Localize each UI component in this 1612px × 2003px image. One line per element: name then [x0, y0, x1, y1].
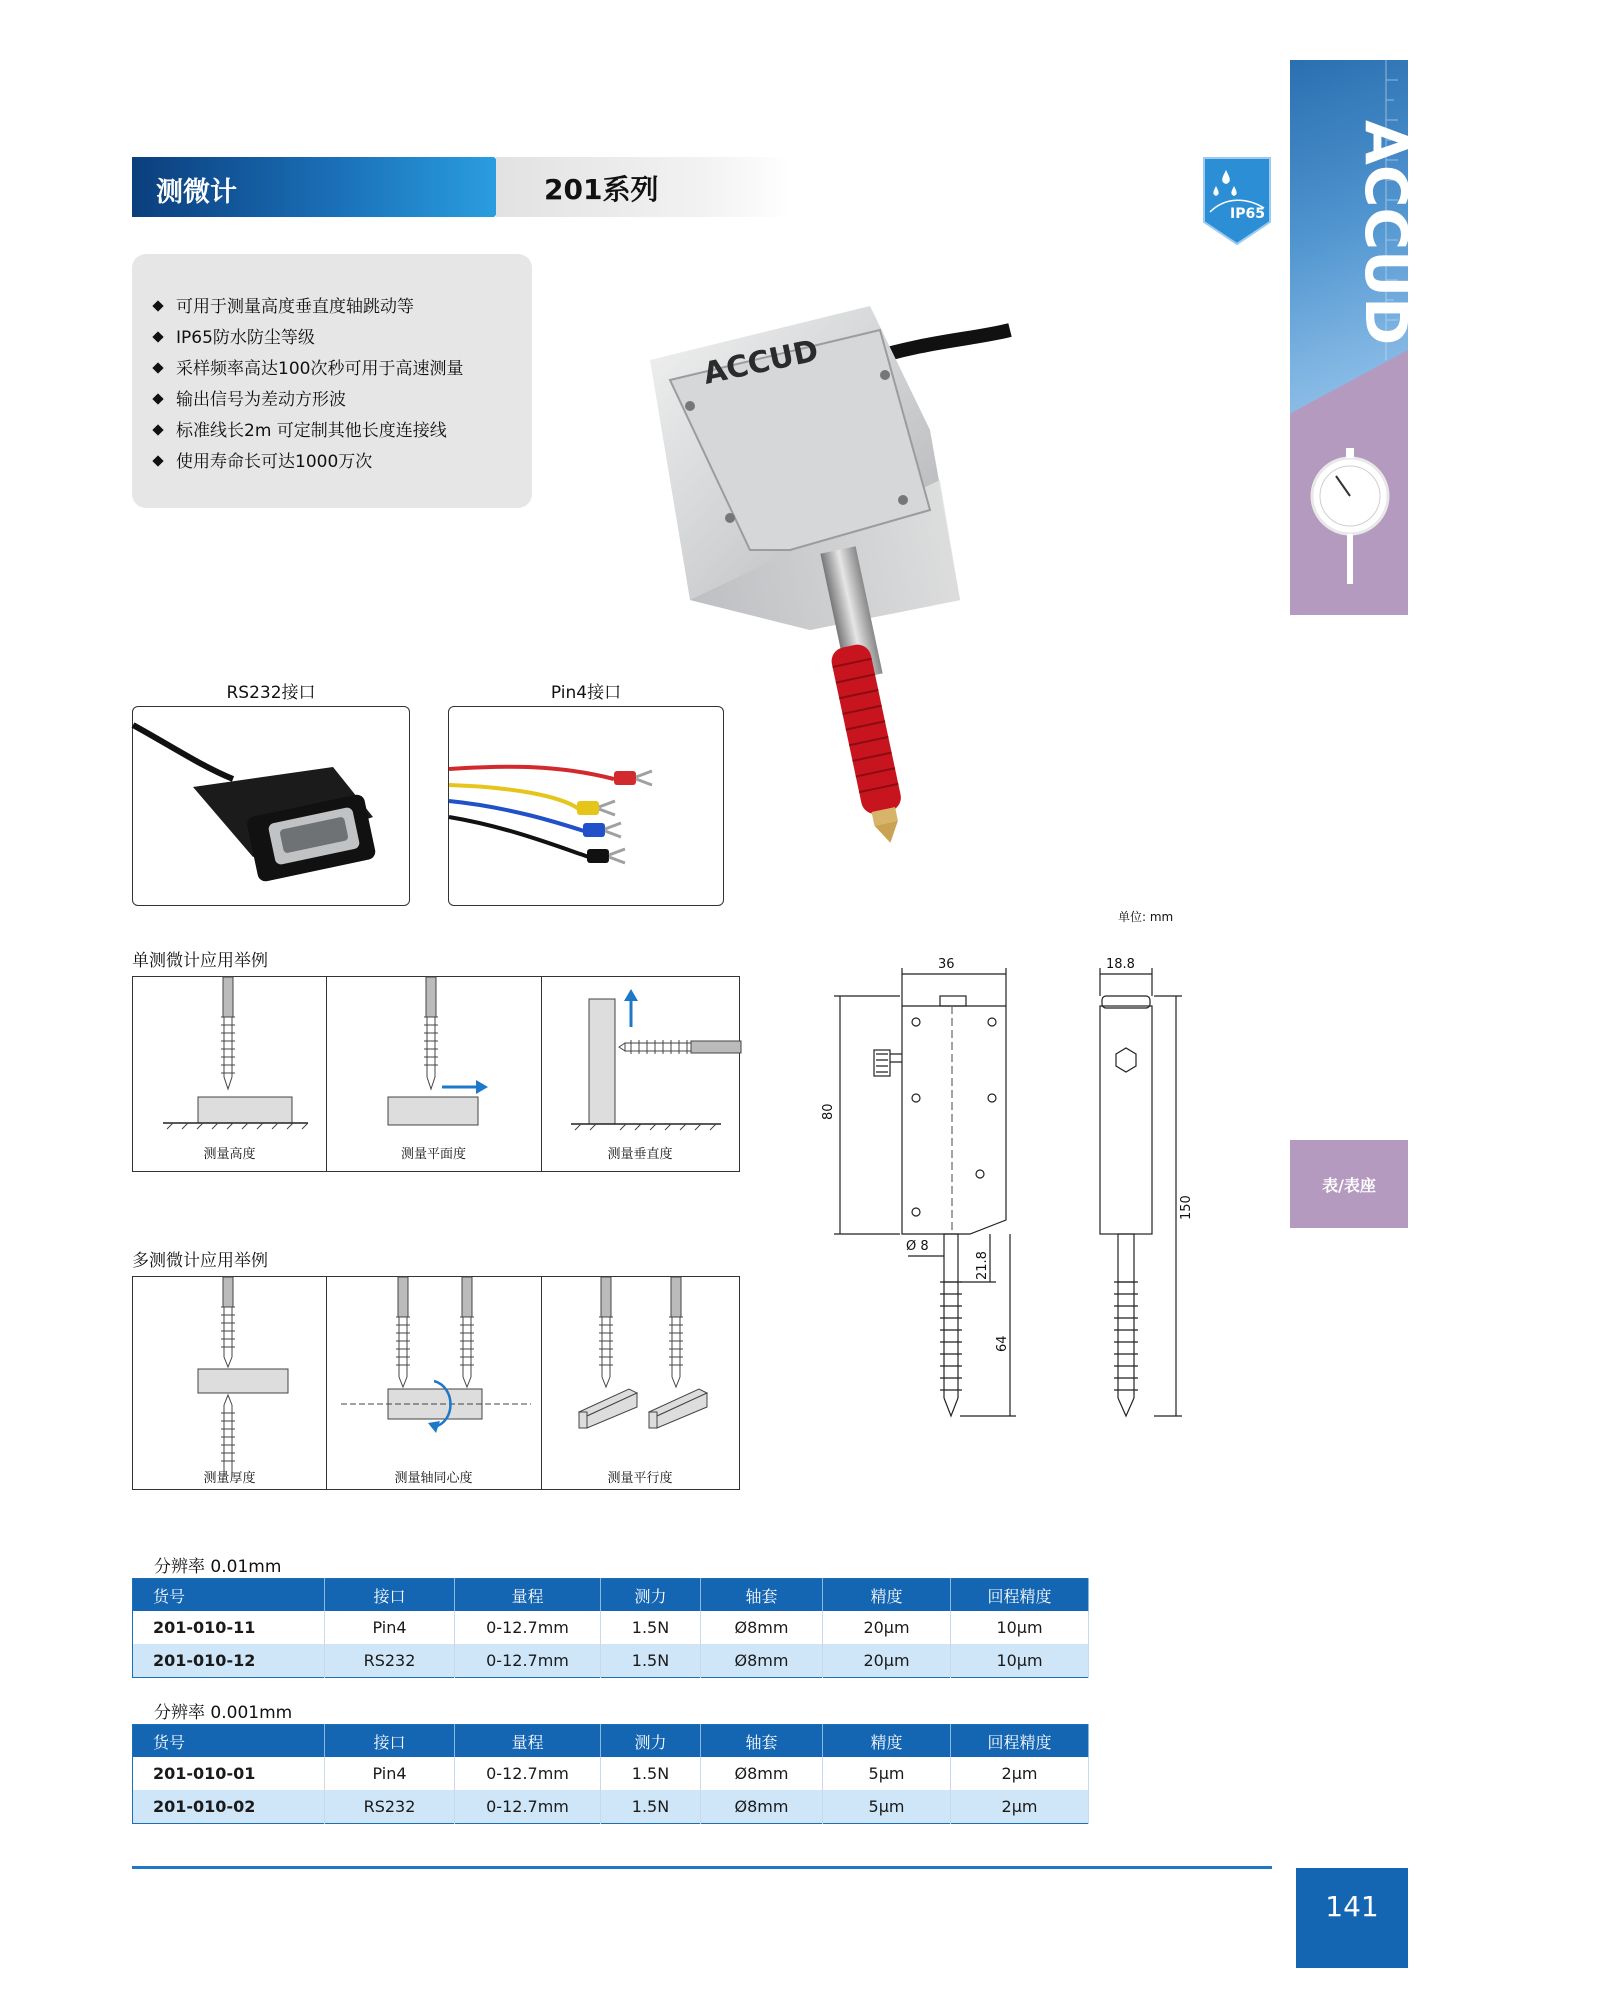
- dim-body-height: 80: [821, 1103, 836, 1120]
- table-header-row: 货号 接口 量程 测力 轴套 精度 回程精度: [133, 1579, 1089, 1612]
- feature-item: IP65防水防尘等级: [154, 323, 315, 348]
- table-row: 201-010-01 Pin4 0-12.7mm 1.5N Ø8mm 5μm 2μm: [133, 1757, 1089, 1790]
- header-category: 测微计: [156, 177, 237, 208]
- example-parallelism: [541, 1277, 739, 1489]
- example-height-diagram: [133, 977, 326, 1171]
- feature-list: [132, 254, 532, 508]
- rs232-connector-illustration: [133, 707, 409, 905]
- example-flatness: [326, 977, 542, 1171]
- dim-width: 36: [938, 957, 955, 972]
- single-examples-title: 单测微计应用举例: [132, 951, 268, 971]
- rs232-label: RS232接口: [226, 683, 316, 703]
- example-height: [133, 977, 327, 1171]
- table-header-row: 货号 接口 量程 测力 轴套 精度 回程精度: [133, 1725, 1089, 1758]
- page-number: 141: [1296, 1868, 1408, 1968]
- example-perpendicularity: [541, 977, 739, 1171]
- resolution-label-1: 分辨率 0.01mm: [154, 1557, 282, 1577]
- multi-examples-grid: [132, 1276, 740, 1490]
- table-row: 201-010-02 RS232 0-12.7mm 1.5N Ø8mm 5μm 2μm: [133, 1790, 1089, 1824]
- resolution-label-2: 分辨率 0.001mm: [154, 1703, 293, 1723]
- pin4-wires-illustration: [449, 707, 723, 905]
- pin4-label: Pin4接口: [550, 683, 622, 703]
- dimension-drawing: [820, 950, 1220, 1460]
- bullet-icon: [152, 300, 163, 311]
- example-concentricity-diagram: [326, 1277, 541, 1489]
- spec-table-2: [132, 1724, 1089, 1824]
- feature-item: 采样频率高达100次秒可用于高速测量: [154, 354, 463, 379]
- footer-rule: [132, 1866, 1272, 1869]
- header-series: 201系列: [544, 173, 659, 206]
- svg-text:ACCUD: ACCUD: [1352, 120, 1420, 346]
- ip65-badge: [1202, 156, 1272, 246]
- feature-item: 输出信号为差动方形波: [154, 385, 346, 410]
- single-examples-grid: [132, 976, 740, 1172]
- table-row: 201-010-12 RS232 0-12.7mm 1.5N Ø8mm 20μm 10μm: [133, 1644, 1089, 1678]
- bullet-icon: [152, 455, 163, 466]
- ip65-text: IP65: [1230, 206, 1265, 222]
- caption-perpendicularity: 测量垂直度: [607, 1147, 673, 1162]
- bullet-icon: [152, 331, 163, 342]
- dim-stem-length: 21.8: [975, 1251, 990, 1280]
- pin4-image: [448, 706, 724, 906]
- dim-stem-diameter: Ø 8: [906, 1239, 929, 1254]
- bullet-icon: [152, 393, 163, 404]
- sidebar-logo: [1316, 120, 1420, 346]
- bullet-icon: [152, 424, 163, 435]
- caption-thickness: 测量厚度: [203, 1471, 256, 1486]
- bullet-icon: [152, 362, 163, 373]
- example-thickness-diagram: [133, 1277, 326, 1489]
- caption-height: 测量高度: [203, 1147, 256, 1162]
- multi-examples-title: 多测微计应用举例: [132, 1251, 268, 1271]
- rs232-image: [132, 706, 410, 906]
- feature-item: 可用于测量高度垂直度轴跳动等: [154, 292, 414, 317]
- sidebar-tab-watch-stand[interactable]: 表/表座: [1290, 1140, 1408, 1228]
- example-thickness: [133, 1277, 327, 1489]
- caption-parallelism: 测量平行度: [607, 1471, 673, 1486]
- dim-probe-length: 64: [995, 1335, 1010, 1352]
- svg-text:ACCUD: ACCUD: [700, 333, 822, 392]
- table-row: 201-010-11 Pin4 0-12.7mm 1.5N Ø8mm 20μm 10μm: [133, 1611, 1089, 1644]
- dim-depth: 18.8: [1106, 957, 1135, 972]
- example-perpendicularity-diagram: [541, 977, 739, 1171]
- caption-flatness: 测量平面度: [400, 1147, 466, 1162]
- dim-total-length: 150: [1179, 1195, 1194, 1220]
- unit-label: 单位: mm: [1118, 910, 1174, 924]
- example-concentricity: [326, 1277, 542, 1489]
- dial-gauge-icon: [1300, 448, 1400, 598]
- feature-item: 标准线长2m 可定制其他长度连接线: [154, 416, 447, 441]
- example-flatness-diagram: [326, 977, 541, 1171]
- caption-concentricity: 测量轴同心度: [394, 1471, 473, 1486]
- feature-item: 使用寿命长可达1000万次: [154, 447, 372, 472]
- spec-table-1: [132, 1578, 1089, 1678]
- example-parallelism-diagram: [541, 1277, 739, 1489]
